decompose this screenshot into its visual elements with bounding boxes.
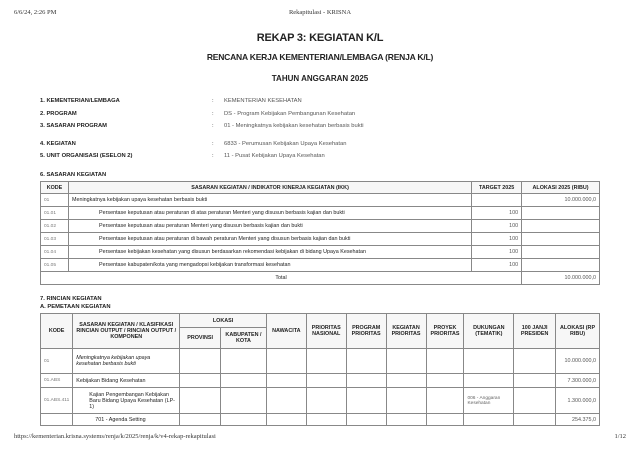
section-title-rincian-kegiatan: 7. RINCIAN KEGIATAN — [40, 296, 102, 302]
table-row — [41, 233, 600, 246]
sasaran-kegiatan-table — [40, 181, 600, 285]
table-row — [41, 259, 600, 272]
column-header: PROVINSI — [180, 328, 221, 349]
row-dukungan — [464, 374, 514, 388]
info-separator: : — [212, 111, 214, 117]
print-footer — [14, 433, 626, 443]
column-header: NAWACITA — [266, 314, 306, 349]
table-row — [41, 349, 600, 374]
info-row-unit-organisasi — [40, 153, 600, 162]
row-code: 01.ABS.411 — [41, 388, 73, 414]
column-header: PROYEK PRIORITAS — [426, 314, 464, 349]
row-text: Kajian Pengembangan Kebijakan Baru Bidang Upaya Kesehatan (LP-1) — [73, 388, 180, 414]
info-label: 4. KEGIATAN — [40, 141, 76, 147]
table-row — [41, 246, 600, 259]
report-year: TAHUN ANGGARAN 2025 — [271, 74, 369, 83]
section-subtitle-pemetaan: A. PEMETAAN KEGIATAN — [40, 304, 111, 310]
table-row — [41, 207, 600, 220]
row-code: 01.04 — [41, 246, 69, 259]
row-text: Persentase kebijakan kesehatan yang disusun berdasarkan rekomendasi kebijakan di bidang Upaya Kesehatan — [68, 246, 471, 259]
row-target: 100 — [472, 246, 522, 259]
row-target: 100 — [472, 220, 522, 233]
row-alloc — [522, 246, 600, 259]
print-url: https://kementerian.krisna.systems/renja/k/2025/renja/k/v4-rekap-rekapitulasi — [14, 433, 216, 440]
report-title: REKAP 3: KEGIATAN K/L — [256, 32, 384, 44]
row-alloc — [522, 259, 600, 272]
info-label: 3. SASARAN PROGRAM — [40, 123, 107, 129]
info-label: 1. KEMENTERIAN/LEMBAGA — [40, 98, 120, 104]
column-header: LOKASI — [180, 314, 267, 328]
row-text: 701 - Agenda Setting — [73, 414, 180, 426]
info-row-sasaran-program — [40, 123, 600, 132]
column-header: KABUPATEN / KOTA — [221, 328, 267, 349]
info-separator: : — [212, 98, 214, 104]
row-code: 01 — [41, 194, 69, 207]
info-separator: : — [212, 123, 214, 129]
column-header: 100 JANJI PRESIDEN — [514, 314, 556, 349]
row-code: 01.03 — [41, 233, 69, 246]
row-target: 100 — [472, 207, 522, 220]
table-row — [41, 414, 600, 426]
row-alloc — [522, 207, 600, 220]
row-text: Persentase kabupaten/kota yang mengadopsi kebijakan transformasi kesehatan — [68, 259, 471, 272]
info-value: KEMENTERIAN KESEHATAN — [224, 98, 302, 104]
row-target: 100 — [472, 233, 522, 246]
info-value: 11 - Pusat Kebijakan Upaya Kesehatan — [224, 153, 325, 159]
row-code: 01.ABS — [41, 374, 73, 388]
row-dukungan — [464, 349, 514, 374]
row-alloc: 10.000.000,0 — [556, 349, 600, 374]
column-header: ALOKASI 2025 (RIBU) — [522, 182, 600, 194]
row-text: Persentase keputusan atau peraturan di bawah peraturan Menteri yang disusun berbasis kajian dan bukti — [68, 233, 471, 246]
section-title-sasaran-kegiatan: 6. SASARAN KEGIATAN — [40, 172, 107, 178]
row-text: Kebijakan Bidang Kesehatan — [73, 374, 180, 388]
row-text: Persentase keputusan atau peraturan di atas peraturan Menteri yang disusun berbasis kajian dan bukti — [68, 207, 471, 220]
row-code: 01.01 — [41, 207, 69, 220]
row-dukungan — [464, 414, 514, 426]
column-header: KEGIATAN PRIORITAS — [386, 314, 426, 349]
pemetaan-kegiatan-table — [40, 313, 600, 426]
total-label: Total — [41, 272, 522, 285]
info-row-kementerian — [40, 98, 600, 107]
row-alloc: 7.300.000,0 — [556, 374, 600, 388]
row-target: 100 — [472, 259, 522, 272]
table-row — [41, 194, 600, 207]
column-header: SASARAN KEGIATAN / KLASIFIKASI RINCIAN OUTPUT / RINCIAN OUTPUT / KOMPONEN — [73, 314, 180, 349]
row-text: Meningkatnya kebijakan upaya kesehatan berbasis bukti — [73, 349, 180, 374]
print-header — [14, 9, 626, 19]
row-text: Persentase keputusan atau peraturan Menteri yang disusun berbasis kajian dan bukti — [68, 220, 471, 233]
row-alloc — [522, 233, 600, 246]
column-header: KODE — [41, 314, 73, 349]
row-text: Meningkatnya kebijakan upaya kesehatan berbasis bukti — [68, 194, 471, 207]
print-title: Rekapitulasi - KRISNA — [288, 9, 352, 16]
table-row — [41, 374, 600, 388]
info-separator: : — [212, 141, 214, 147]
row-alloc: 10.000.000,0 — [522, 194, 600, 207]
column-header: ALOKASI (RP RIBU) — [556, 314, 600, 349]
row-dukungan: 006 - Anggaran Kesehatan — [464, 388, 514, 414]
row-alloc — [522, 220, 600, 233]
column-header: PROGRAM PRIORITAS — [346, 314, 386, 349]
table-row — [41, 220, 600, 233]
row-alloc: 254.375,0 — [556, 414, 600, 426]
column-header: TARGET 2025 — [472, 182, 522, 194]
table-row — [41, 388, 600, 414]
info-label: 2. PROGRAM — [40, 111, 77, 117]
row-code: 01.02 — [41, 220, 69, 233]
row-code: 01 — [41, 349, 73, 374]
row-alloc: 1.300.000,0 — [556, 388, 600, 414]
total-value: 10.000.000,0 — [522, 272, 600, 285]
column-header: SASARAN KEGIATAN / INDIKATOR KINERJA KEGIATAN (IKK) — [68, 182, 471, 194]
info-value: DS - Program Kebijakan Pembangunan Kesehatan — [224, 111, 356, 117]
info-row-program — [40, 111, 600, 120]
print-datetime: 6/6/24, 2:26 PM — [14, 9, 57, 16]
column-header: DUKUNGAN (TEMATIK) — [464, 314, 514, 349]
report-subtitle: RENCANA KERJA KEMENTERIAN/LEMBAGA (RENJA K/L) — [206, 52, 434, 62]
info-value: 6833 - Perumusan Kebijakan Upaya Kesehatan — [224, 141, 347, 147]
info-label: 5. UNIT ORGANISASI (ESELON 2) — [40, 153, 133, 159]
info-row-kegiatan — [40, 141, 600, 150]
total-row — [41, 272, 600, 285]
column-header: KODE — [41, 182, 69, 194]
table-header-row — [41, 314, 600, 328]
column-header: PRIORITAS NASIONAL — [306, 314, 346, 349]
info-separator: : — [212, 153, 214, 159]
row-target — [472, 194, 522, 207]
row-code — [41, 414, 73, 426]
row-code: 01.05 — [41, 259, 69, 272]
info-value: 01 - Meningkatnya kebijakan kesehatan berbasis bukti — [224, 123, 364, 129]
table-header-row — [41, 182, 600, 194]
print-page-number: 1/12 — [614, 433, 626, 440]
